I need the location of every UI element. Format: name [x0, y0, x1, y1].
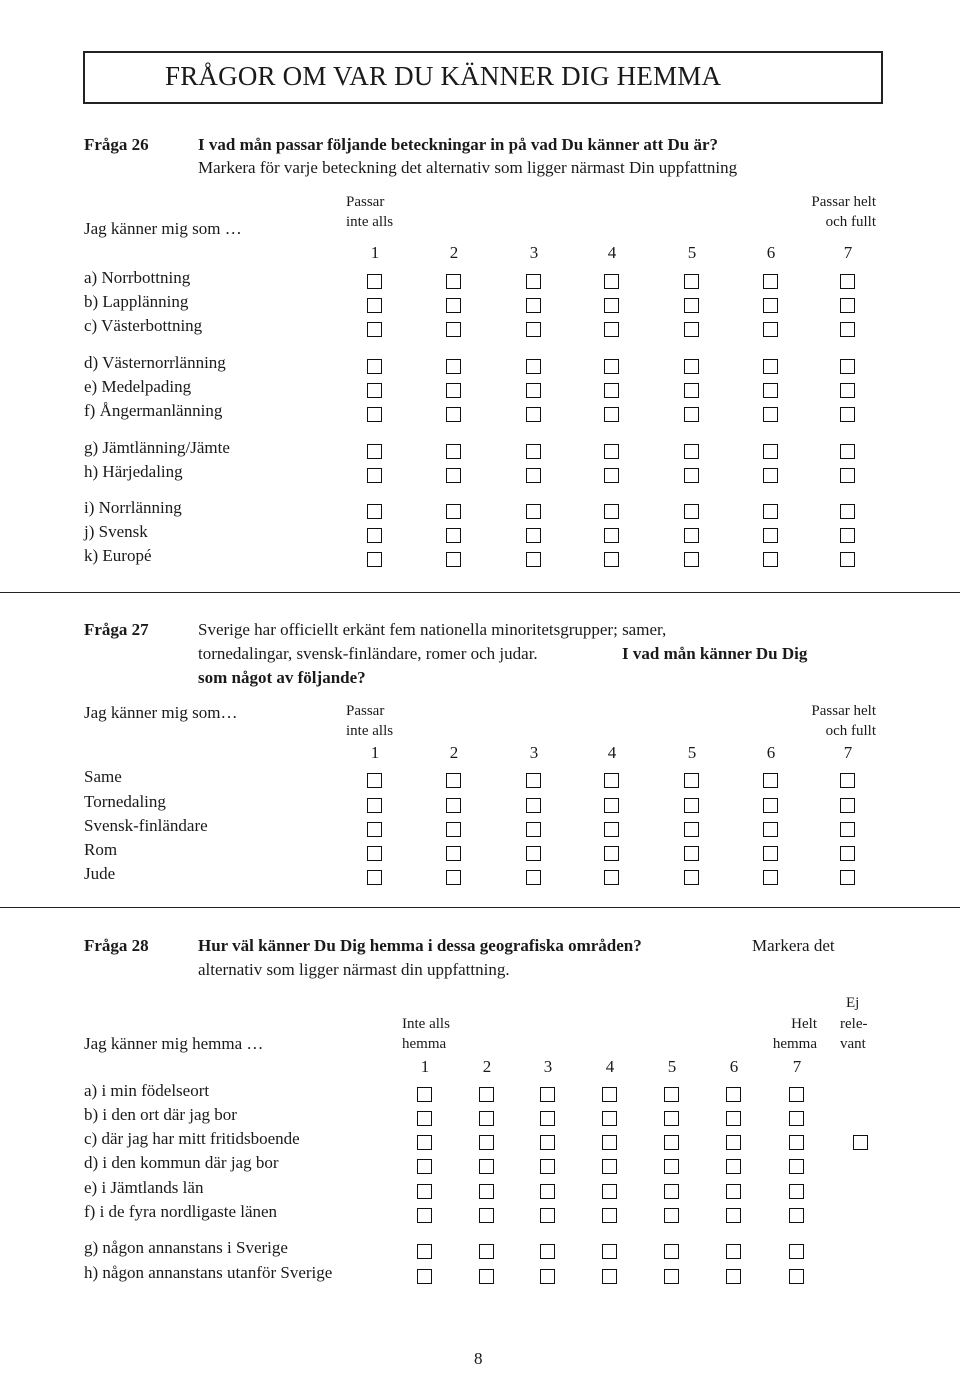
rating-checkbox-2[interactable] [479, 1208, 494, 1223]
rating-checkbox-2[interactable] [479, 1111, 494, 1126]
rating-checkbox-7[interactable] [840, 773, 855, 788]
scale-number: 6 [766, 243, 776, 262]
rating-checkbox-6[interactable] [763, 552, 778, 567]
item-label: h) Härjedaling [84, 462, 183, 481]
rating-checkbox-4[interactable] [604, 552, 619, 567]
q28-question-line1b: Markera det [752, 936, 835, 955]
rating-checkbox-1[interactable] [417, 1208, 432, 1223]
rating-checkbox-7[interactable] [840, 274, 855, 289]
item-label: k) Europé [84, 546, 152, 565]
rating-checkbox-1[interactable] [367, 407, 382, 422]
rating-checkbox-3[interactable] [540, 1184, 555, 1199]
q28-na-line3: vant [840, 1036, 866, 1052]
rating-checkbox-4[interactable] [602, 1087, 617, 1102]
rating-checkbox-4[interactable] [604, 773, 619, 788]
q28-na-line1: Ej [846, 995, 860, 1011]
q27-question-line2b: I vad mån känner Du Dig [622, 644, 808, 663]
scale-number: 3 [543, 1057, 553, 1076]
rating-checkbox-1[interactable] [367, 274, 382, 289]
rating-checkbox-5[interactable] [684, 504, 699, 519]
rating-checkbox-6[interactable] [763, 798, 778, 813]
item-label: j) Svensk [84, 522, 148, 541]
rating-checkbox-3[interactable] [526, 383, 541, 398]
scale-number: 3 [529, 743, 539, 762]
rating-checkbox-6[interactable] [726, 1184, 741, 1199]
scale-number: 7 [843, 743, 853, 762]
scale-number: 4 [605, 1057, 615, 1076]
rating-checkbox-6[interactable] [726, 1269, 741, 1284]
rating-checkbox-6[interactable] [763, 773, 778, 788]
scale-number: 1 [370, 243, 380, 262]
rating-checkbox-6[interactable] [763, 322, 778, 337]
rating-checkbox-7[interactable] [789, 1208, 804, 1223]
rating-checkbox-2[interactable] [446, 383, 461, 398]
rating-checkbox-7[interactable] [789, 1159, 804, 1174]
rating-checkbox-4[interactable] [604, 407, 619, 422]
rating-checkbox-4[interactable] [602, 1269, 617, 1284]
q27-question-line1: Sverige har officiellt erkänt fem nationella minoritetsgrupper; samer, [198, 620, 667, 639]
rating-checkbox-5[interactable] [684, 552, 699, 567]
rating-checkbox-6[interactable] [763, 274, 778, 289]
rating-checkbox-5[interactable] [684, 322, 699, 337]
rating-checkbox-2[interactable] [479, 1087, 494, 1102]
rating-checkbox-1[interactable] [417, 1184, 432, 1199]
scale-number: 1 [370, 743, 380, 762]
rating-checkbox-2[interactable] [479, 1159, 494, 1174]
rating-checkbox-5[interactable] [664, 1184, 679, 1199]
q26-right-anchor-line2: och fullt [825, 214, 876, 230]
rating-checkbox-1[interactable] [367, 822, 382, 837]
rating-checkbox-7[interactable] [789, 1135, 804, 1150]
scale-number: 5 [667, 1057, 677, 1076]
item-label: Same [84, 767, 122, 786]
rating-checkbox-7[interactable] [840, 870, 855, 885]
rating-checkbox-5[interactable] [664, 1135, 679, 1150]
q26-question-line1: I vad mån passar följande beteckningar in på vad Du känner att Du är? [198, 135, 719, 154]
rating-checkbox-7[interactable] [840, 298, 855, 313]
rating-checkbox-3[interactable] [526, 322, 541, 337]
rating-checkbox-6[interactable] [726, 1244, 741, 1259]
scale-number: 2 [482, 1057, 492, 1076]
rating-checkbox-3[interactable] [540, 1269, 555, 1284]
item-label: e) Medelpading [84, 377, 192, 396]
rating-checkbox-5[interactable] [684, 298, 699, 313]
q28-question-line2: alternativ som ligger närmast din uppfattning. [198, 960, 510, 979]
q28-lead-text: Jag känner mig hemma … [84, 1034, 264, 1053]
item-label: e) i Jämtlands län [84, 1178, 204, 1197]
rating-checkbox-5[interactable] [664, 1087, 679, 1102]
rating-checkbox-5[interactable] [684, 359, 699, 374]
scale-number: 6 [766, 743, 776, 762]
page-number: 8 [474, 1349, 483, 1368]
q27-lead-text: Jag känner mig som… [84, 703, 238, 722]
rating-checkbox-5[interactable] [664, 1159, 679, 1174]
rating-checkbox-1[interactable] [367, 773, 382, 788]
rating-checkbox-6[interactable] [763, 383, 778, 398]
section-divider [0, 907, 960, 908]
q28-question-line1a: Hur väl känner Du Dig hemma i dessa geografiska områden? [198, 936, 642, 955]
not-relevant-checkbox[interactable] [853, 1135, 868, 1150]
rating-checkbox-6[interactable] [726, 1135, 741, 1150]
rating-checkbox-7[interactable] [840, 444, 855, 459]
q26-left-anchor-line2: inte alls [346, 214, 394, 230]
rating-checkbox-7[interactable] [840, 846, 855, 861]
scale-number: 7 [792, 1057, 802, 1076]
rating-checkbox-5[interactable] [664, 1208, 679, 1223]
rating-checkbox-6[interactable] [763, 822, 778, 837]
rating-checkbox-1[interactable] [367, 528, 382, 543]
scale-number: 7 [843, 243, 853, 262]
rating-checkbox-6[interactable] [726, 1159, 741, 1174]
rating-checkbox-2[interactable] [446, 298, 461, 313]
rating-checkbox-1[interactable] [367, 444, 382, 459]
section-divider [0, 592, 960, 593]
item-label: Svensk-finländare [84, 816, 208, 835]
q28-left-anchor-line2: hemma [402, 1036, 447, 1052]
item-label: f) Ångermanlänning [84, 401, 223, 420]
item-label: c) där jag har mitt fritidsboende [84, 1129, 300, 1148]
item-label: i) Norrlänning [84, 498, 182, 517]
rating-checkbox-3[interactable] [526, 274, 541, 289]
rating-checkbox-1[interactable] [417, 1111, 432, 1126]
rating-checkbox-2[interactable] [446, 822, 461, 837]
rating-checkbox-5[interactable] [684, 846, 699, 861]
rating-checkbox-7[interactable] [789, 1087, 804, 1102]
rating-checkbox-6[interactable] [763, 444, 778, 459]
item-label: h) någon annanstans utanför Sverige [84, 1263, 333, 1282]
rating-checkbox-6[interactable] [726, 1111, 741, 1126]
rating-checkbox-1[interactable] [367, 322, 382, 337]
rating-checkbox-5[interactable] [684, 468, 699, 483]
rating-checkbox-3[interactable] [526, 528, 541, 543]
item-label: f) i de fyra nordligaste länen [84, 1202, 278, 1221]
rating-checkbox-2[interactable] [446, 468, 461, 483]
rating-checkbox-3[interactable] [540, 1208, 555, 1223]
rating-checkbox-3[interactable] [540, 1111, 555, 1126]
rating-checkbox-5[interactable] [684, 407, 699, 422]
item-label: Rom [84, 840, 118, 859]
rating-checkbox-2[interactable] [446, 322, 461, 337]
rating-checkbox-3[interactable] [526, 504, 541, 519]
rating-checkbox-5[interactable] [684, 528, 699, 543]
rating-checkbox-5[interactable] [664, 1111, 679, 1126]
scale-number: 6 [729, 1057, 739, 1076]
rating-checkbox-1[interactable] [367, 468, 382, 483]
rating-checkbox-3[interactable] [526, 798, 541, 813]
rating-checkbox-7[interactable] [840, 552, 855, 567]
rating-checkbox-4[interactable] [604, 528, 619, 543]
rating-checkbox-7[interactable] [789, 1184, 804, 1199]
q27-right-anchor-line1: Passar helt [811, 703, 876, 719]
q28-label: Fråga 28 [84, 936, 149, 955]
scale-number: 5 [687, 743, 697, 762]
q26-left-anchor-line1: Passar [346, 194, 385, 210]
rating-checkbox-1[interactable] [367, 552, 382, 567]
q27-question-line3: som något av följande? [198, 668, 366, 687]
q26-lead-text: Jag känner mig som … [84, 219, 242, 238]
rating-checkbox-7[interactable] [840, 528, 855, 543]
rating-checkbox-2[interactable] [446, 528, 461, 543]
rating-checkbox-4[interactable] [604, 298, 619, 313]
rating-checkbox-2[interactable] [446, 798, 461, 813]
rating-checkbox-6[interactable] [763, 359, 778, 374]
q28-right-anchor-line1: Helt [791, 1016, 817, 1032]
scale-number: 4 [607, 743, 617, 762]
rating-checkbox-4[interactable] [604, 846, 619, 861]
rating-checkbox-6[interactable] [763, 528, 778, 543]
q27-label: Fråga 27 [84, 620, 149, 639]
rating-checkbox-1[interactable] [417, 1135, 432, 1150]
rating-checkbox-1[interactable] [417, 1269, 432, 1284]
rating-checkbox-3[interactable] [526, 444, 541, 459]
rating-checkbox-6[interactable] [763, 504, 778, 519]
rating-checkbox-7[interactable] [840, 822, 855, 837]
item-label: Tornedaling [84, 792, 166, 811]
rating-checkbox-7[interactable] [840, 468, 855, 483]
title-box [83, 51, 883, 104]
rating-checkbox-2[interactable] [446, 444, 461, 459]
rating-checkbox-2[interactable] [446, 504, 461, 519]
rating-checkbox-1[interactable] [367, 359, 382, 374]
rating-checkbox-2[interactable] [446, 552, 461, 567]
rating-checkbox-4[interactable] [604, 504, 619, 519]
rating-checkbox-7[interactable] [789, 1111, 804, 1126]
scale-number: 4 [607, 243, 617, 262]
rating-checkbox-3[interactable] [540, 1159, 555, 1174]
rating-checkbox-3[interactable] [526, 359, 541, 374]
rating-checkbox-2[interactable] [446, 407, 461, 422]
rating-checkbox-7[interactable] [840, 504, 855, 519]
rating-checkbox-7[interactable] [789, 1269, 804, 1284]
rating-checkbox-1[interactable] [417, 1159, 432, 1174]
rating-checkbox-5[interactable] [684, 383, 699, 398]
rating-checkbox-2[interactable] [446, 870, 461, 885]
scale-number: 5 [687, 243, 697, 262]
q27-right-anchor-line2: och fullt [825, 723, 876, 739]
q27-question-line2a: tornedalingar, svensk-finländare, romer och judar. [198, 644, 538, 663]
q28-left-anchor-line1: Inte alls [402, 1016, 450, 1032]
rating-checkbox-3[interactable] [526, 552, 541, 567]
item-label: a) Norrbottning [84, 268, 191, 287]
rating-checkbox-1[interactable] [367, 504, 382, 519]
rating-checkbox-3[interactable] [526, 822, 541, 837]
rating-checkbox-3[interactable] [526, 773, 541, 788]
rating-checkbox-3[interactable] [540, 1244, 555, 1259]
rating-checkbox-2[interactable] [446, 773, 461, 788]
rating-checkbox-6[interactable] [726, 1208, 741, 1223]
rating-checkbox-4[interactable] [602, 1244, 617, 1259]
scale-number: 2 [449, 743, 459, 762]
rating-checkbox-4[interactable] [604, 468, 619, 483]
rating-checkbox-7[interactable] [840, 798, 855, 813]
rating-checkbox-7[interactable] [840, 322, 855, 337]
rating-checkbox-3[interactable] [526, 468, 541, 483]
rating-checkbox-2[interactable] [446, 359, 461, 374]
q28-na-line2: rele- [840, 1016, 868, 1032]
rating-checkbox-1[interactable] [367, 298, 382, 313]
rating-checkbox-3[interactable] [526, 870, 541, 885]
item-label: a) i min födelseort [84, 1081, 210, 1100]
rating-checkbox-4[interactable] [602, 1184, 617, 1199]
rating-checkbox-4[interactable] [604, 870, 619, 885]
rating-checkbox-5[interactable] [684, 870, 699, 885]
rating-checkbox-5[interactable] [684, 798, 699, 813]
rating-checkbox-4[interactable] [602, 1208, 617, 1223]
rating-checkbox-5[interactable] [684, 773, 699, 788]
rating-checkbox-3[interactable] [526, 846, 541, 861]
item-label: c) Västerbottning [84, 316, 203, 335]
item-label: g) någon annanstans i Sverige [84, 1238, 288, 1257]
rating-checkbox-4[interactable] [602, 1159, 617, 1174]
q27-left-anchor-line1: Passar [346, 703, 385, 719]
rating-checkbox-2[interactable] [479, 1269, 494, 1284]
rating-checkbox-5[interactable] [664, 1244, 679, 1259]
item-label: g) Jämtlänning/Jämte [84, 438, 230, 457]
rating-checkbox-2[interactable] [479, 1184, 494, 1199]
rating-checkbox-6[interactable] [763, 846, 778, 861]
rating-checkbox-4[interactable] [604, 322, 619, 337]
rating-checkbox-4[interactable] [604, 383, 619, 398]
rating-checkbox-6[interactable] [763, 407, 778, 422]
rating-checkbox-1[interactable] [367, 870, 382, 885]
rating-checkbox-5[interactable] [664, 1269, 679, 1284]
rating-checkbox-3[interactable] [526, 407, 541, 422]
rating-checkbox-2[interactable] [479, 1135, 494, 1150]
rating-checkbox-7[interactable] [840, 407, 855, 422]
q28-right-anchor-line2: hemma [772, 1036, 817, 1052]
q27-left-anchor-line2: inte alls [346, 723, 394, 739]
item-label: b) i den ort där jag bor [84, 1105, 237, 1124]
scale-number: 1 [420, 1057, 430, 1076]
rating-checkbox-4[interactable] [604, 798, 619, 813]
rating-checkbox-1[interactable] [367, 846, 382, 861]
rating-checkbox-7[interactable] [840, 359, 855, 374]
scale-number: 3 [529, 243, 539, 262]
item-label: b) Lapplänning [84, 292, 189, 311]
rating-checkbox-4[interactable] [604, 274, 619, 289]
rating-checkbox-6[interactable] [726, 1087, 741, 1102]
item-label: d) i den kommun där jag bor [84, 1153, 279, 1172]
rating-checkbox-1[interactable] [367, 383, 382, 398]
rating-checkbox-4[interactable] [602, 1135, 617, 1150]
item-label: Jude [84, 864, 116, 883]
rating-checkbox-7[interactable] [789, 1244, 804, 1259]
rating-checkbox-6[interactable] [763, 870, 778, 885]
rating-checkbox-1[interactable] [417, 1087, 432, 1102]
rating-checkbox-3[interactable] [540, 1135, 555, 1150]
rating-checkbox-2[interactable] [446, 274, 461, 289]
rating-checkbox-5[interactable] [684, 822, 699, 837]
rating-checkbox-3[interactable] [540, 1087, 555, 1102]
rating-checkbox-7[interactable] [840, 383, 855, 398]
rating-checkbox-4[interactable] [604, 822, 619, 837]
rating-checkbox-6[interactable] [763, 298, 778, 313]
item-label: d) Västernorrlänning [84, 353, 226, 372]
q26-right-anchor-line1: Passar helt [811, 194, 876, 210]
rating-checkbox-6[interactable] [763, 468, 778, 483]
rating-checkbox-1[interactable] [367, 798, 382, 813]
scale-number: 2 [449, 243, 459, 262]
q26-label: Fråga 26 [84, 135, 149, 154]
rating-checkbox-1[interactable] [417, 1244, 432, 1259]
rating-checkbox-4[interactable] [604, 444, 619, 459]
rating-checkbox-2[interactable] [479, 1244, 494, 1259]
rating-checkbox-5[interactable] [684, 444, 699, 459]
rating-checkbox-3[interactable] [526, 298, 541, 313]
rating-checkbox-5[interactable] [684, 274, 699, 289]
rating-checkbox-2[interactable] [446, 846, 461, 861]
rating-checkbox-4[interactable] [602, 1111, 617, 1126]
q26-question-line2: Markera för varje beteckning det alternativ som ligger närmast Din uppfattning [198, 158, 738, 177]
page-title: FRÅGOR OM VAR DU KÄNNER DIG HEMMA [165, 61, 722, 91]
rating-checkbox-4[interactable] [604, 359, 619, 374]
